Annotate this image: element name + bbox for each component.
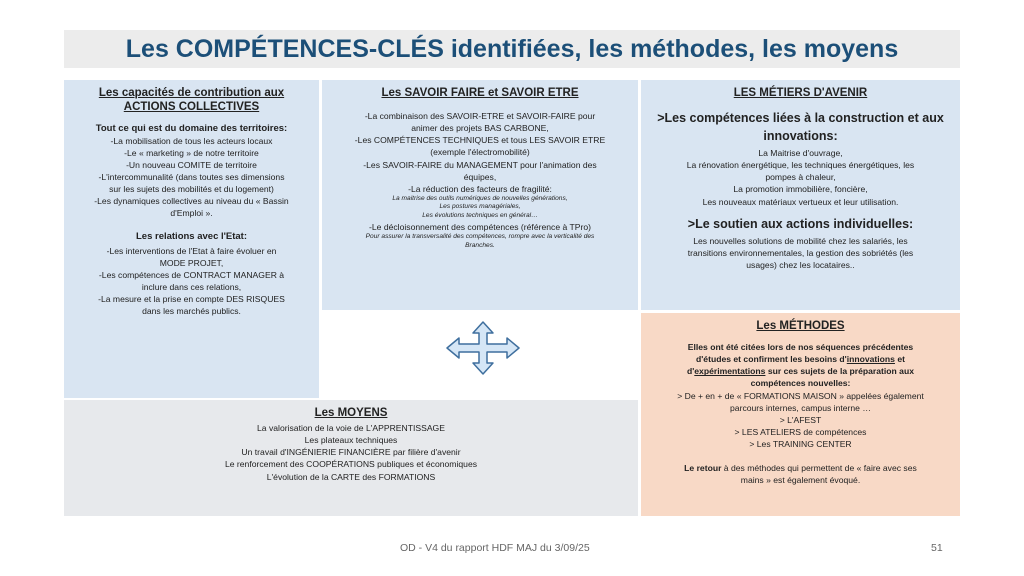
list-item: pompes à chaleur, — [765, 172, 836, 183]
territoires-subtitle: Tout ce qui est du domaine des territoires: — [95, 122, 288, 134]
list-item: -Les compétences de CONTRACT MANAGER à — [98, 270, 285, 281]
list-item: -La mobilisation de tous les acteurs locaux — [110, 135, 273, 146]
savoir-faire-header: Les SAVOIR FAIRE et SAVOIR ETRE — [381, 87, 579, 99]
soutien-heading: >Le soutien aux actions individuelles: — [687, 216, 914, 231]
intro-line: compétences nouvelles: — [750, 378, 851, 389]
list-item: (exemple l'électromobilité) — [430, 147, 530, 158]
methodes-intro — [649, 341, 952, 389]
list-item: -La combinaison des SAVOIR-ETRE et SAVOIR-FAIRE pour — [364, 111, 596, 122]
list-item: parcours internes, campus interne … — [730, 402, 871, 413]
list-item: transitions environnementales, la gestion des sobriétés (les — [687, 248, 914, 259]
list-item: inclure dans ces relations, — [141, 282, 242, 293]
list-item: Les plateaux techniques — [304, 435, 398, 446]
italic-item: Pour assurer la transversalité des compétences, rompre avec la verticalité des — [365, 233, 595, 241]
actions-collectives-header — [72, 86, 311, 115]
list-item: > De + en + de « FORMATIONS MAISON » appelées également — [677, 390, 924, 401]
list-item: -Le « marketing » de notre territoire — [124, 147, 259, 158]
retour-bold: Le retour — [684, 462, 722, 473]
list-item: La valorisation de la voie de L'APPRENTISSAGE — [257, 423, 445, 434]
heading-line: innovations: — [763, 128, 838, 143]
list-item: -La mesure et la prise en compte DES RISQUES — [98, 294, 285, 305]
methodes-header: Les MÉTHODES — [756, 320, 845, 332]
list-item: animer des projets BAS CARBONE, — [411, 123, 549, 134]
retour-note — [649, 462, 952, 486]
retour-line — [649, 462, 952, 474]
list-item: > LES ATELIERS de compétences — [734, 426, 867, 437]
experimentations-highlight: expérimentations — [694, 366, 766, 377]
four-way-arrow-icon — [446, 321, 520, 375]
etat-subtitle: Les relations avec l'Etat: — [135, 230, 248, 242]
list-item: -Le décloisonnement des compétences (référence à TPro) — [369, 222, 591, 233]
list-item: d'Emploi ». — [170, 207, 213, 218]
italic-item: Les postures managériales, — [439, 203, 521, 211]
retour-line: mains » est également évoqué. — [740, 474, 861, 485]
intro-text: sur ces sujets de la préparation aux — [765, 366, 914, 377]
list-item: -Un nouveau COMITE de territoire — [126, 159, 257, 170]
header-line: Les capacités de contribution aux — [98, 87, 285, 99]
actions-collectives-box — [64, 80, 319, 398]
italic-item: Les évolutions techniques en général… — [422, 212, 538, 220]
methodes-box — [641, 313, 960, 516]
header-line: ACTIONS COLLECTIVES — [123, 101, 260, 114]
list-item: équipes, — [463, 171, 497, 182]
list-item: -L'intercommunalité (dans toutes ses dimensions — [98, 171, 285, 182]
list-item: > L'AFEST — [779, 414, 822, 425]
intro-text: d' — [686, 366, 695, 377]
list-item: -Les SAVOIR-FAIRE du MANAGEMENT pour l'animation des — [363, 159, 597, 170]
innovations-highlight: innovations — [846, 354, 895, 365]
list-item: sur les sujets des mobilités et du logement) — [109, 183, 274, 194]
intro-text: d'études et confirment les besoins d' — [696, 354, 847, 365]
list-item: L'évolution de la CARTE des FORMATIONS — [266, 471, 436, 482]
list-item: -Les interventions de l'Etat à faire évoluer en — [106, 245, 277, 256]
heading-line: >Les compétences liées à la construction et aux — [657, 111, 944, 126]
moyens-header: Les MOYENS — [314, 407, 388, 419]
list-item: Les nouveaux matériaux vertueux et leur utilisation. — [702, 196, 899, 207]
metiers-avenir-box — [641, 80, 960, 310]
list-item: -La réduction des facteurs de fragilité: — [408, 183, 552, 194]
intro-line: Elles ont été citées lors de nos séquences précédentes — [687, 342, 914, 353]
metiers-avenir-header: LES MÉTIERS D'AVENIR — [733, 87, 868, 99]
list-item: -Les dynamiques collectives au niveau du « Bassin — [94, 195, 289, 206]
list-item: usages) chez les locataires.. — [746, 260, 855, 271]
italic-item: La maitrise des outils numériques de nouvelles générations, — [392, 194, 568, 202]
page-number: 51 — [931, 542, 943, 554]
footer-text: OD - V4 du rapport HDF MAJ du 3/09/25 — [400, 542, 590, 554]
intro-text: et — [894, 354, 905, 365]
italic-item: Branches. — [465, 242, 495, 250]
intro-line — [649, 365, 952, 377]
list-item: > Les TRAINING CENTER — [749, 438, 852, 449]
list-item: La rénovation énergétique, les techniques énergétiques, les — [686, 160, 915, 171]
construction-heading — [649, 110, 952, 145]
list-item: -Les COMPÉTENCES TECHNIQUES et tous LES SAVOIR ETRE — [354, 135, 606, 146]
list-item: Un travail d'INGÉNIERIE FINANCIÈRE par filière d'avenir — [241, 447, 461, 458]
moyens-box — [64, 400, 638, 516]
list-item: La promotion immobilière, foncière, — [733, 184, 868, 195]
retour-text: à des méthodes qui permettent de « faire avec ses — [721, 462, 917, 473]
list-item: MODE PROJET, — [159, 258, 224, 268]
intro-line — [649, 353, 952, 365]
slide-title: Les COMPÉTENCES-CLÉS identifiées, les méthodes, les moyens — [64, 30, 960, 68]
list-item: dans les marchés publics. — [142, 306, 241, 317]
savoir-faire-box — [322, 80, 638, 310]
list-item: La Maitrise d'ouvrage, — [758, 148, 843, 159]
list-item: Le renforcement des COOPÉRATIONS publiques et économiques — [224, 459, 478, 470]
list-item: Les nouvelles solutions de mobilité chez les salariés, les — [693, 236, 908, 247]
